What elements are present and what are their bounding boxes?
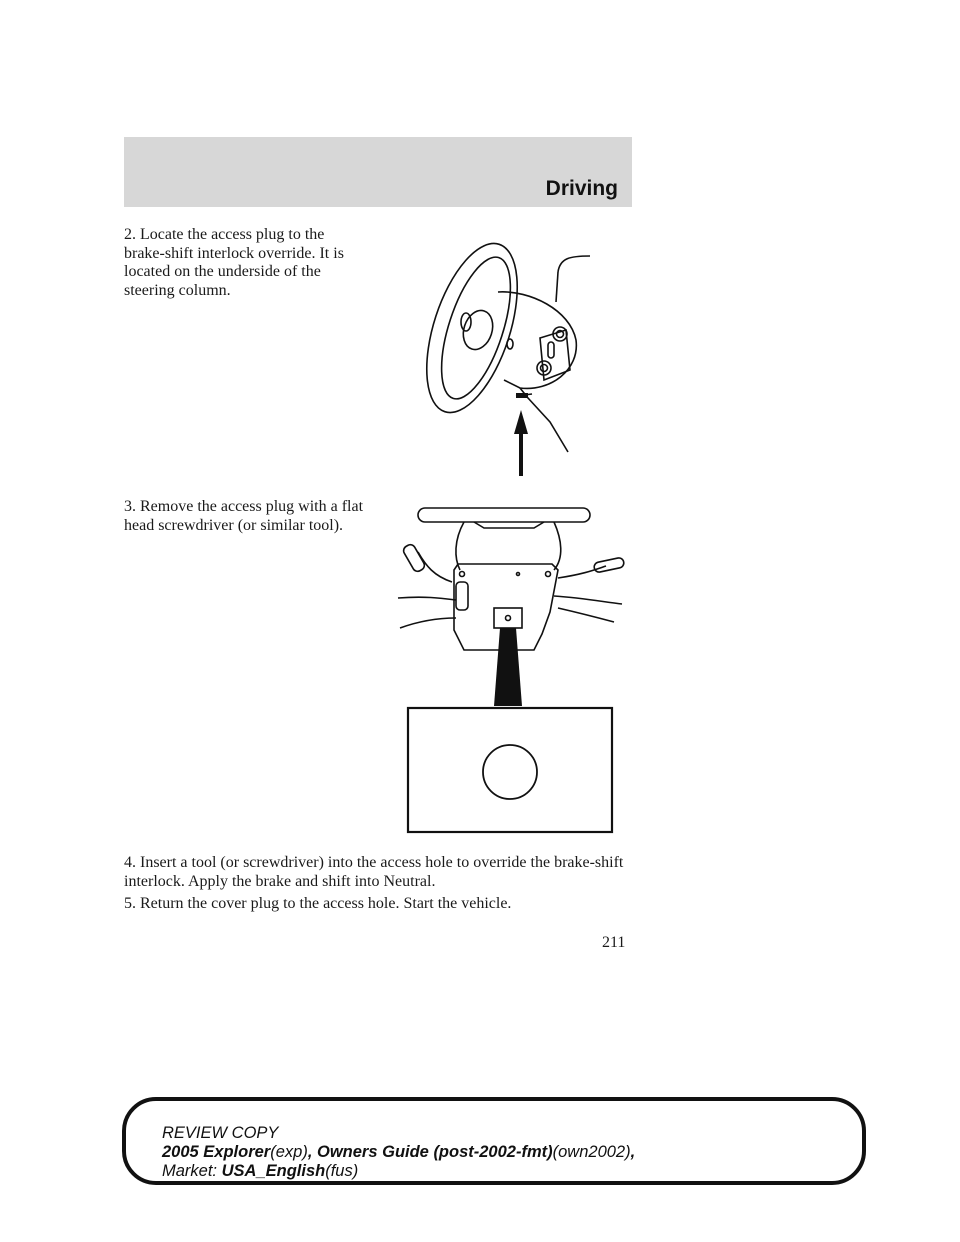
model-code: (exp) [270, 1143, 308, 1161]
market-code: (fus) [325, 1162, 359, 1180]
step-5-text: 5. Return the cover plug to the access hole. Start the vehicle. [124, 895, 512, 912]
step-2-text: 2. Locate the access plug to the brake-shift interlock override. It is located on the underside of the steering column. [124, 226, 344, 299]
page-number: 211 [602, 934, 626, 951]
guide-name: Owners Guide (post-2002-fmt) [317, 1143, 553, 1161]
market-line [162, 1162, 635, 1181]
separator-1: , [307, 1143, 317, 1161]
step-3-text: 3. Remove the access plug with a flat head screwdriver (or similar tool). [124, 498, 364, 534]
review-copy-text [162, 1124, 635, 1181]
separator-2: , [630, 1143, 636, 1161]
guide-code: (own2002) [552, 1143, 631, 1161]
review-copy-label: REVIEW COPY [162, 1124, 279, 1142]
model-name: 2005 Explorer [162, 1143, 271, 1161]
section-header-band [124, 137, 632, 207]
section-title: Driving [545, 177, 618, 200]
document-info-line [162, 1143, 635, 1162]
market-label: Market: [162, 1162, 218, 1180]
market-name: USA_English [221, 1162, 326, 1180]
step-4-text: 4. Insert a tool (or screwdriver) into the access hole to override the brake-shift interlock. Apply the brake and shift into Neutral. [124, 854, 624, 890]
steering-column-illustration [420, 210, 600, 485]
access-plug-illustration [394, 500, 634, 840]
